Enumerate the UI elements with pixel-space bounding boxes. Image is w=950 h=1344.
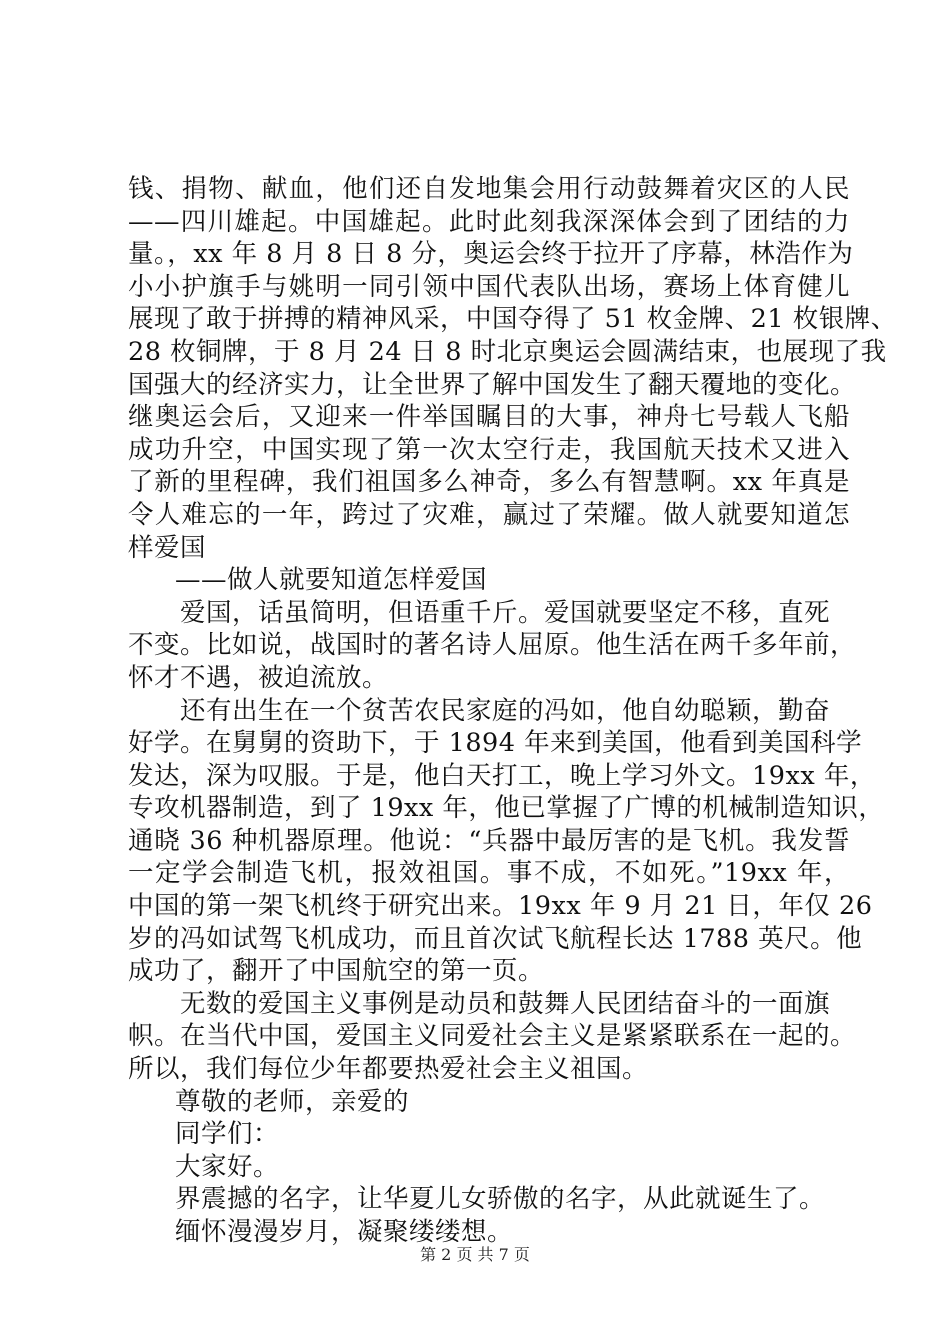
text-line: 令人难忘的一年，跨过了灾难，赢过了荣耀。做人就要知道怎 — [128, 499, 850, 530]
text-line: 量。，xx 年 8 月 8 日 8 分，奥运会终于拉开了序幕，林浩作为 — [128, 239, 854, 270]
text-line: 岁的冯如试驾飞机成功，而且首次试飞航程长达 1788 英尺。他 — [128, 923, 863, 954]
text-line: 样爱国 — [128, 532, 207, 563]
text-line: 通晓 36 种机器原理。他说：“兵器中最厉害的是飞机。我发誓 — [128, 825, 850, 856]
salutation-line: 同学们： — [175, 1119, 280, 1150]
text-line: 缅怀漫漫岁月，凝聚缕缕想。 — [175, 1217, 514, 1247]
text-line: 发达，深为叹服。于是，他白天打工，晚上学习外文。19xx 年， — [128, 760, 876, 791]
paragraph-start-line: 爱国，话虽简明，但语重千斤。爱国就要坚定不移，直死 — [180, 597, 831, 628]
section-heading: ——做人就要知道怎样爱国 — [175, 565, 488, 596]
text-line: ——四川雄起。中国雄起。此时此刻我深深体会到了团结的力 — [128, 206, 850, 237]
text-line: 不变。比如说，战国时的著名诗人屈原。他生活在两千多年前， — [128, 630, 857, 661]
text-line: 所以，我们每位少年都要热爱社会主义祖国。 — [128, 1054, 649, 1085]
text-line: 一定学会制造飞机，报效祖国。事不成，不如死。”19xx 年， — [128, 858, 850, 889]
document-body — [128, 173, 897, 1249]
page-number-footer: 第 2 页 共 7 页 — [420, 1245, 530, 1264]
text-line: 小小护旗手与姚明一同引领中国代表队出场，赛场上体育健儿 — [128, 271, 850, 302]
greeting-line: 大家好。 — [175, 1151, 280, 1182]
text-line: 继奥运会后，又迎来一件举国瞩目的大事，神舟七号载人飞船 — [128, 402, 850, 433]
text-line: 专攻机器制造，到了 19xx 年，他已掌握了广博的机械制造知识， — [128, 793, 885, 824]
text-line: 28 枚铜牌，于 8 月 24 日 8 时北京奥运会圆满结束，也展现了我 — [128, 336, 887, 367]
text-line: 钱、捐物、献血，他们还自发地集会用行动鼓舞着灾区的人民 — [128, 174, 850, 204]
text-line: 好学。在舅舅的资助下，于 1894 年来到美国，他看到美国科学 — [128, 728, 863, 759]
text-line: 成功升空，中国实现了第一次太空行走，我国航天技术又进入 — [128, 434, 850, 465]
text-line: 怀才不遇，被迫流放。 — [128, 662, 389, 693]
text-line: 成功了，翻开了中国航空的第一页。 — [128, 956, 545, 987]
text-line: 展现了敢于拼搏的精神风采，中国夺得了 51 枚金牌、21 枚银牌、 — [128, 304, 897, 335]
salutation-line: 尊敬的老师，亲爱的 — [175, 1086, 410, 1117]
paragraph-start-line: 无数的爱国主义事例是动员和鼓舞人民团结奋斗的一面旗 — [180, 988, 831, 1019]
text-line: 界震撼的名字，让华夏儿女骄傲的名字，从此就诞生了。 — [175, 1184, 826, 1215]
paragraph-start-line: 还有出生在一个贫苦农民家庭的冯如，他自幼聪颖，勤奋 — [180, 695, 831, 726]
text-line: 国强大的经济实力，让全世界了解中国发生了翻天覆地的变化。 — [128, 369, 857, 400]
text-line: 帜。在当代中国，爱国主义同爱社会主义是紧紧联系在一起的。 — [128, 1021, 857, 1052]
text-line: 了新的里程碑，我们祖国多么神奇，多么有智慧啊。xx 年真是 — [128, 467, 850, 498]
text-line: 中国的第一架飞机终于研究出来。19xx 年 9 月 21 日，年仅 26 — [128, 891, 873, 922]
